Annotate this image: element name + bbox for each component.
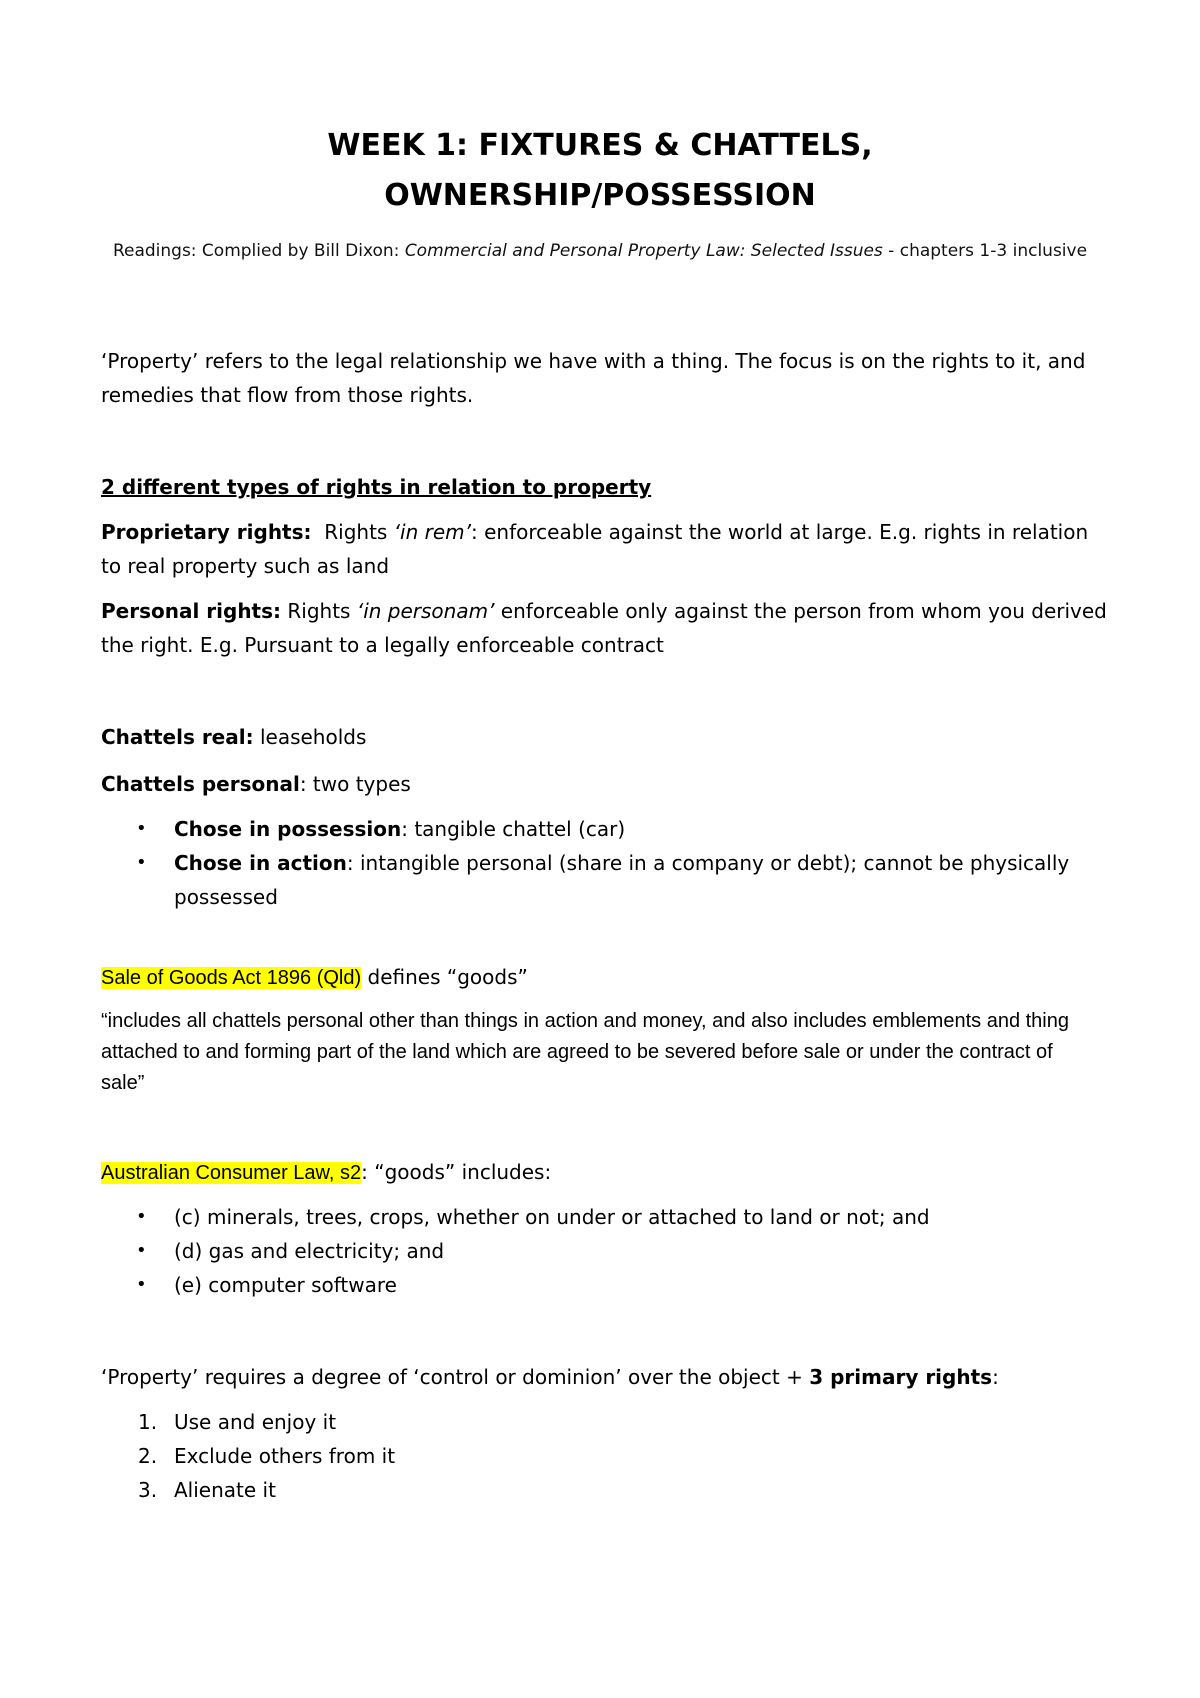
goods-definition-quote: “includes all chattels personal other than things in action and money, and also includes emblements and thing attached to and forming part of the land which are agreed to be severed before sale or under the contract of sale” (101, 1010, 1069, 1094)
personal-rights-text: enforceable only against the person from whom you derived the right. E.g. Pursuant to a legally enforceable contract (101, 599, 1107, 657)
chose-in-action-label: Chose in action (174, 851, 347, 875)
proprietary-rights-text: : enforceable against the world at large. E.g. rights in relation to real property such as land (101, 520, 1089, 578)
proprietary-rights-pre: Rights (311, 520, 394, 544)
personal-rights-pre: Rights (281, 599, 357, 623)
chose-in-possession-text: : tangible chattel (car) (401, 817, 626, 841)
rights-heading-text: 2 different types of rights in relation to property (101, 475, 652, 499)
bullet-icon: • (136, 1240, 147, 1261)
list-item (174, 812, 1104, 846)
sale-of-goods-act-highlight: Sale of Goods Act 1896 (Qld) (101, 967, 362, 989)
chattels-real-text: leaseholds (253, 725, 367, 749)
primary-rights-pre: ‘Property’ requires a degree of ‘control or dominion’ over the object + (101, 1365, 810, 1389)
page-title-line-2: OWNERSHIP/POSSESSION (384, 178, 816, 213)
proprietary-rights-label: Proprietary rights: (101, 520, 312, 544)
readings-suffix: - chapters 1-3 inclusive (882, 241, 1088, 261)
in-personam-term: ‘in personam’ (356, 599, 495, 623)
chattels-real-label: Chattels real: (101, 725, 254, 749)
readings-prefix: Readings: Complied by Bill Dixon: (112, 241, 405, 261)
sale-of-goods-line (101, 960, 1111, 994)
page-title-line-1: WEEK 1: FIXTURES & CHATTELS, (327, 128, 873, 163)
proprietary-rights-paragraph (101, 515, 1111, 583)
bullet-icon: • (136, 852, 147, 873)
primary-rights-line (101, 1360, 1111, 1394)
acl-act-highlight: Australian Consumer Law, s2 (101, 1162, 362, 1184)
readings-note (110, 238, 1090, 265)
acl-line (101, 1155, 1111, 1189)
acl-tail: : “goods” includes: (361, 1160, 552, 1184)
list-item: Exclude others from it (174, 1444, 396, 1468)
chose-in-action-text: : intangible personal (share in a company or debt); cannot be physically possessed (174, 851, 1070, 909)
chattels-personal-label: Chattels personal (101, 772, 300, 796)
chattels-personal-line (101, 767, 1111, 801)
personal-rights-label: Personal rights: (101, 599, 282, 623)
rights-heading (101, 470, 1111, 504)
list-item (174, 846, 1104, 914)
sale-of-goods-tail: defines “goods” (361, 965, 528, 989)
bullet-icon: • (136, 818, 147, 839)
chose-in-possession-label: Chose in possession (174, 817, 402, 841)
list-item: (e) computer software (174, 1273, 397, 1297)
primary-rights-post: : (992, 1365, 999, 1389)
primary-rights-bold: 3 primary rights (809, 1365, 993, 1389)
chattels-real-line (101, 720, 1111, 754)
bullet-icon: • (136, 1206, 147, 1227)
readings-book-title: Commercial and Personal Property Law: Selected Issues (404, 241, 883, 261)
list-number: 3. (138, 1478, 158, 1502)
list-number: 2. (138, 1444, 158, 1468)
in-rem-term: ‘in rem’ (393, 520, 472, 544)
bullet-icon: • (136, 1274, 147, 1295)
intro-paragraph: ‘Property’ refers to the legal relationship we have with a thing. The focus is on the rights to it, and remedies that flow from those rights. (101, 349, 1086, 407)
list-number: 1. (138, 1410, 158, 1434)
list-item: Alienate it (174, 1478, 276, 1502)
list-item: (c) minerals, trees, crops, whether on under or attached to land or not; and (174, 1205, 930, 1229)
list-item: (d) gas and electricity; and (174, 1239, 445, 1263)
list-item: Use and enjoy it (174, 1410, 337, 1434)
chattels-personal-text: : two types (299, 772, 411, 796)
personal-rights-paragraph (101, 594, 1111, 662)
